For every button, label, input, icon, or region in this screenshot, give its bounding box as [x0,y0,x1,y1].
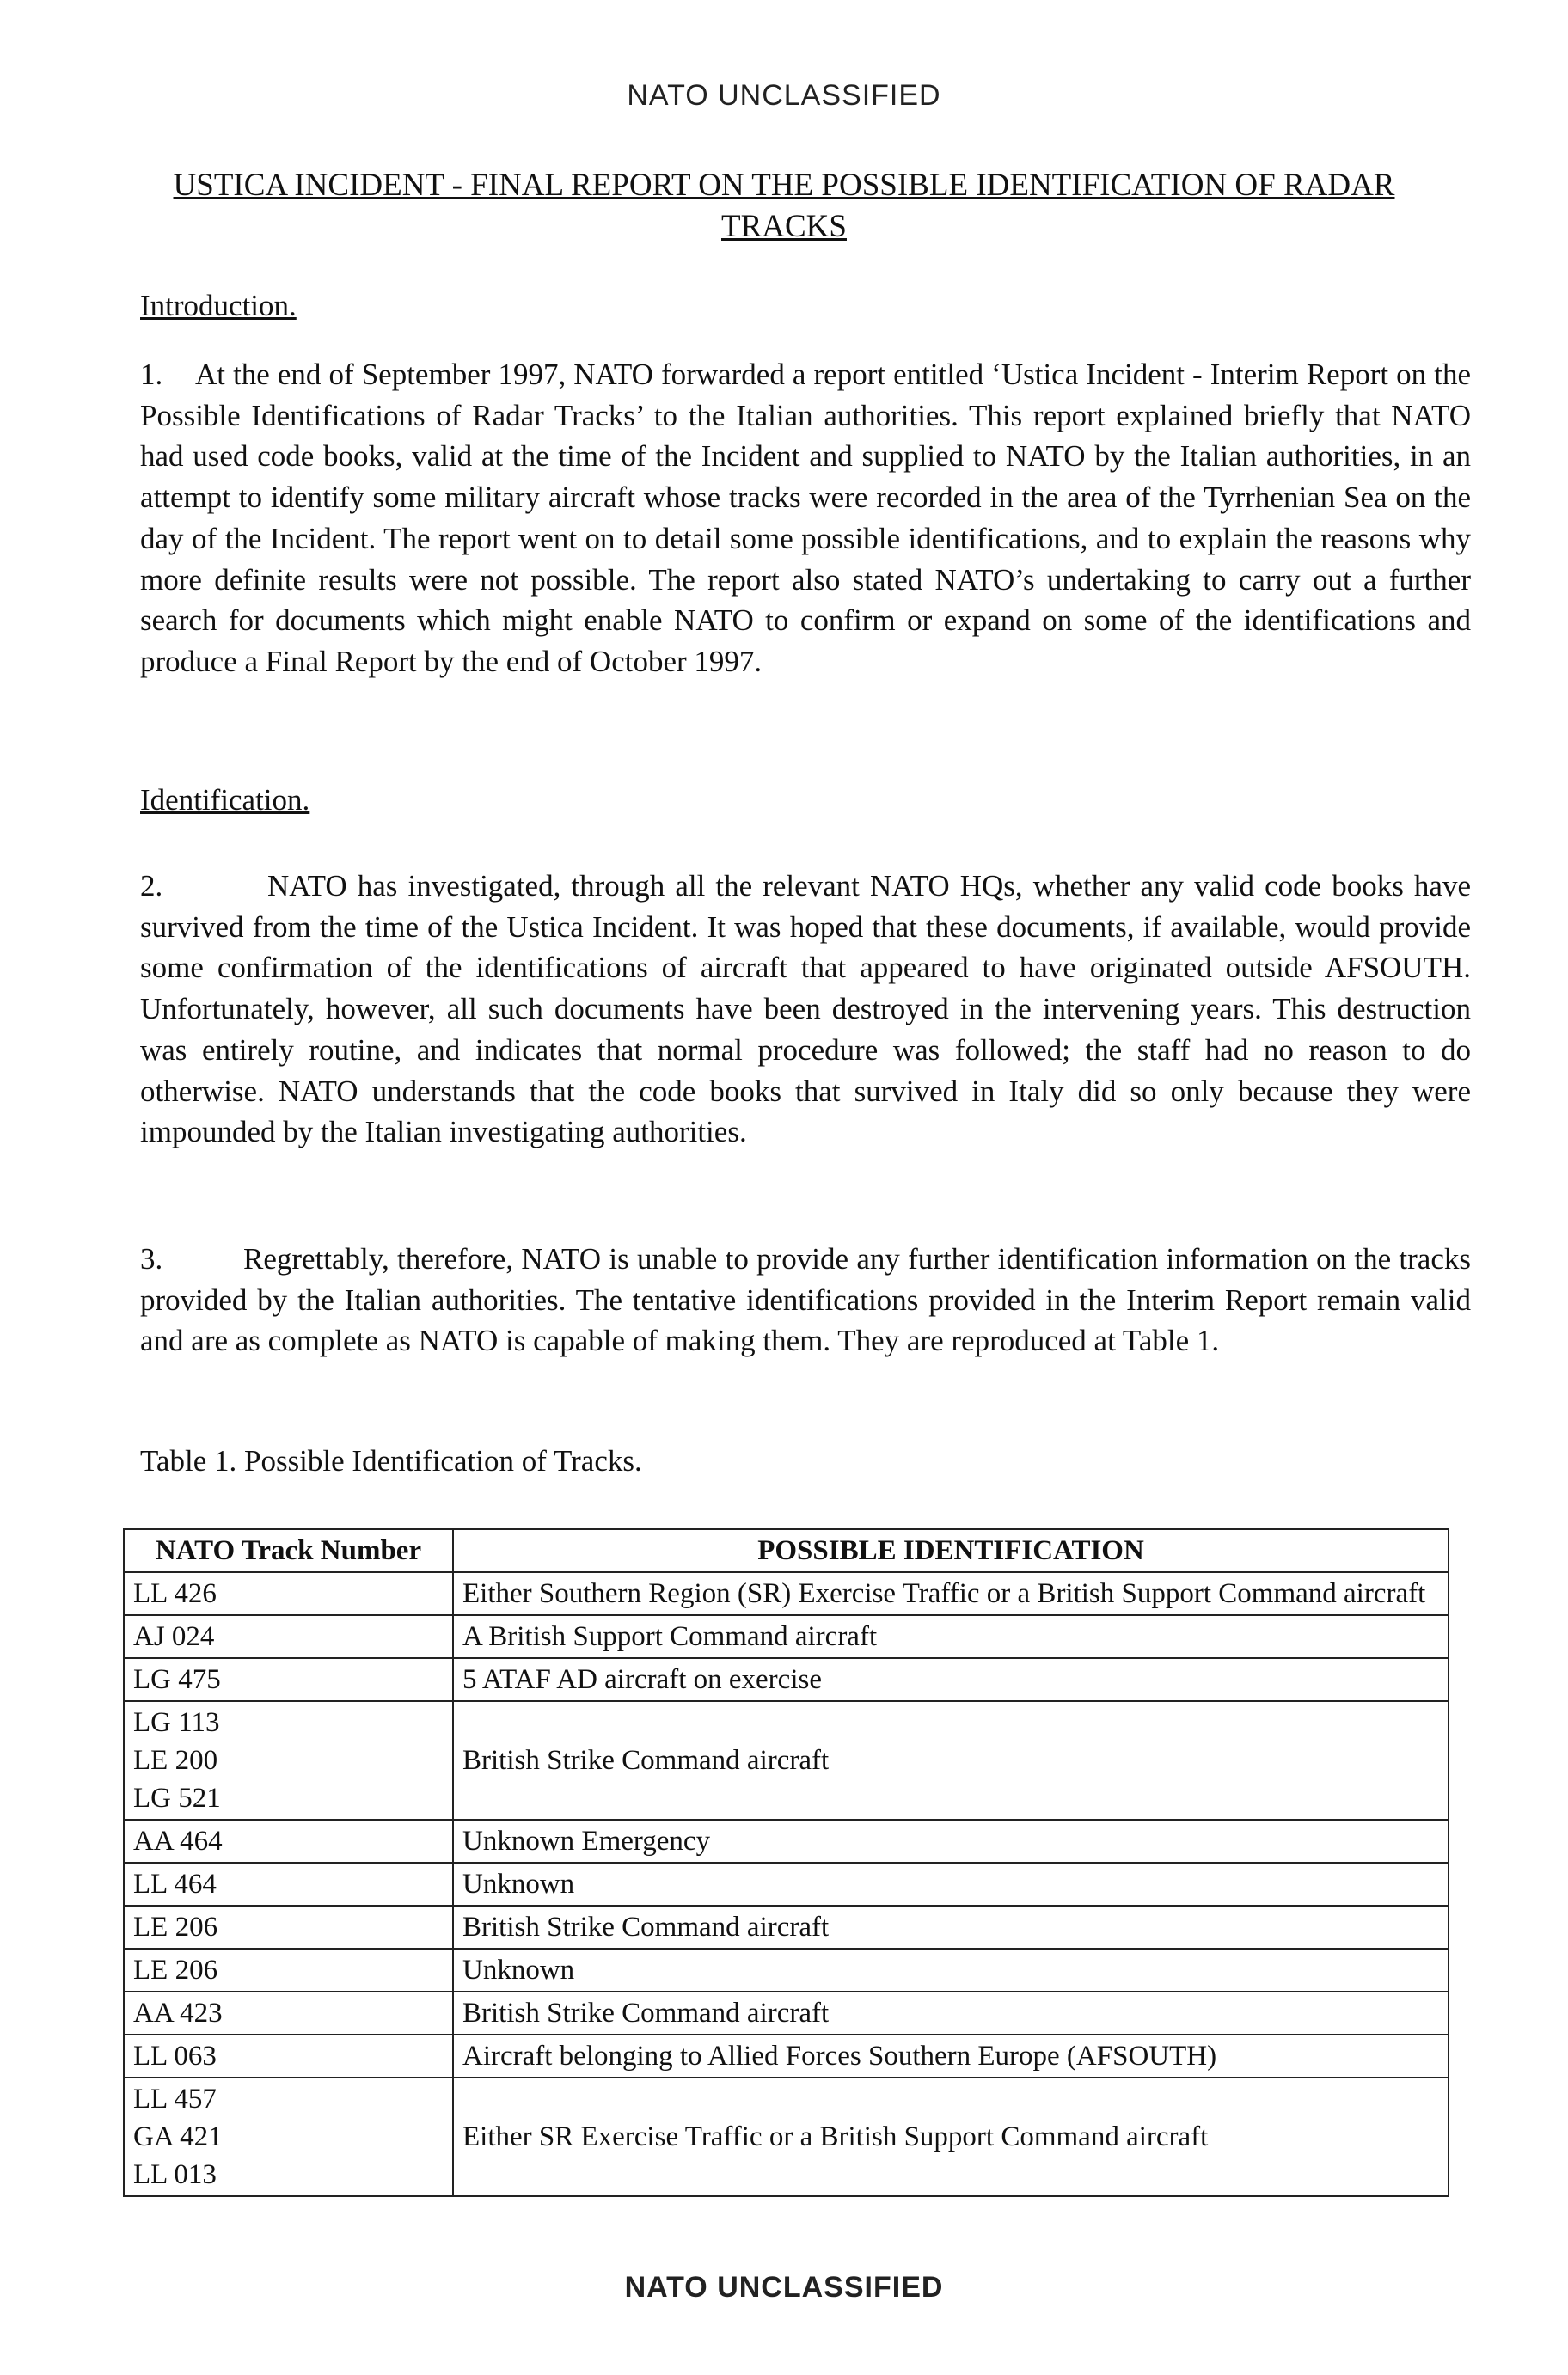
identification-cell: Either Southern Region (SR) Exercise Traffic or a British Support Command aircraft [453,1572,1449,1615]
classification-marking-top: NATO UNCLASSIFIED [627,79,941,112]
paragraph-text: At the end of September 1997, NATO forwarded a report entitled ‘Ustica Incident - Interim Report on the Possible Identifications of Radar Tracks’ to the Italian authorities. This report explained briefly that NATO had used code books, valid at the time of the Incident and supplied to NATO by the Italian authorities, in an attempt to identify some military aircraft whose tracks were recorded in the area of the Tyrrhenian Sea on the day of the Incident. The report went on to detail some possible identifications, and to explain the reasons why more definite results were not possible. The report also stated NATO’s undertaking to carry out a further search for documents which might enable NATO to confirm or expand on some of the identifications and produce a Final Report by the end of October 1997. [140,358,1471,678]
paragraph-2 [140,866,1471,1153]
track-number-cell: AA 464 [124,1820,453,1863]
identification-heading: Identification. [140,783,310,817]
paragraph-number: 3. [140,1242,163,1276]
identification-cell: A British Support Command aircraft [453,1615,1449,1658]
table-row [124,2078,1449,2196]
classification-marking-bottom: NATO UNCLASSIFIED [624,2271,944,2304]
table-row [124,1572,1449,1615]
paragraph-text: NATO has investigated, through all the relevant NATO HQs, whether any valid code books have survived from the time of the Ustica Incident. It was hoped that these documents, if available, would provide some confirmation of the identifications of aircraft that appeared to have originated outside AFSOUTH. Unfortunately, however, all such documents have been destroyed in the intervening years. This destruction was entirely routine, and indicates that normal procedure was followed; the staff had no reason to do otherwise. NATO understands that the code books that survived in Italy did so only because they were impounded by the Italian investigating authorities. [140,869,1471,1149]
track-number-cell: LG 475 [124,1658,453,1701]
track-number-cell: LL 464 [124,1863,453,1906]
table-caption: Table 1. Possible Identification of Tracks. [140,1444,642,1478]
table-row [124,1863,1449,1906]
paragraph-1 [140,354,1471,683]
report-title: USTICA INCIDENT - FINAL REPORT ON THE POSSIBLE IDENTIFICATION OF RADAR TRACKS [173,168,1395,244]
table-header-row [124,1529,1449,1572]
table-row [124,1658,1449,1701]
track-number-cell: AJ 024 [124,1615,453,1658]
track-number-cell: LL 426 [124,1572,453,1615]
track-number-cell: LE 206 [124,1906,453,1949]
track-identification-table [123,1528,1449,2197]
table-row [124,1949,1449,1992]
paragraph-number: 2. [140,869,163,903]
identification-cell: Unknown Emergency [453,1820,1449,1863]
identification-cell: Unknown [453,1863,1449,1906]
paragraph-3 [140,1239,1471,1362]
paragraph-number: 1. [140,358,163,391]
identification-cell: Either SR Exercise Traffic or a British Support Command aircraft [453,2078,1449,2196]
track-number-cell: AA 423 [124,1992,453,2035]
table-row [124,1820,1449,1863]
table-row [124,2035,1449,2078]
identification-cell: 5 ATAF AD aircraft on exercise [453,1658,1449,1701]
paragraph-text: Regrettably, therefore, NATO is unable to provide any further identification information on the tracks provided by the Italian authorities. The tentative identifications provided in the Interim Report remain valid and are as complete as NATO is capable of making them. They are reproduced at Table 1. [140,1242,1471,1358]
table-row [124,1906,1449,1949]
column-header-identification: POSSIBLE IDENTIFICATION [453,1529,1449,1572]
track-number-cell: LE 206 [124,1949,453,1992]
identification-cell: Unknown [453,1949,1449,1992]
identification-cell: British Strike Command aircraft [453,1906,1449,1949]
column-header-track-number: NATO Track Number [124,1529,453,1572]
identification-cell: British Strike Command aircraft [453,1992,1449,2035]
track-number-cell: LL 457 GA 421 LL 013 [124,2078,453,2196]
introduction-heading: Introduction. [140,289,297,322]
track-number-cell: LG 113 LE 200 LG 521 [124,1701,453,1820]
identification-cell: British Strike Command aircraft [453,1701,1449,1820]
track-number-cell: LL 063 [124,2035,453,2078]
table-row [124,1615,1449,1658]
identification-cell: Aircraft belonging to Allied Forces Southern Europe (AFSOUTH) [453,2035,1449,2078]
table-row [124,1701,1449,1820]
table-row [124,1992,1449,2035]
